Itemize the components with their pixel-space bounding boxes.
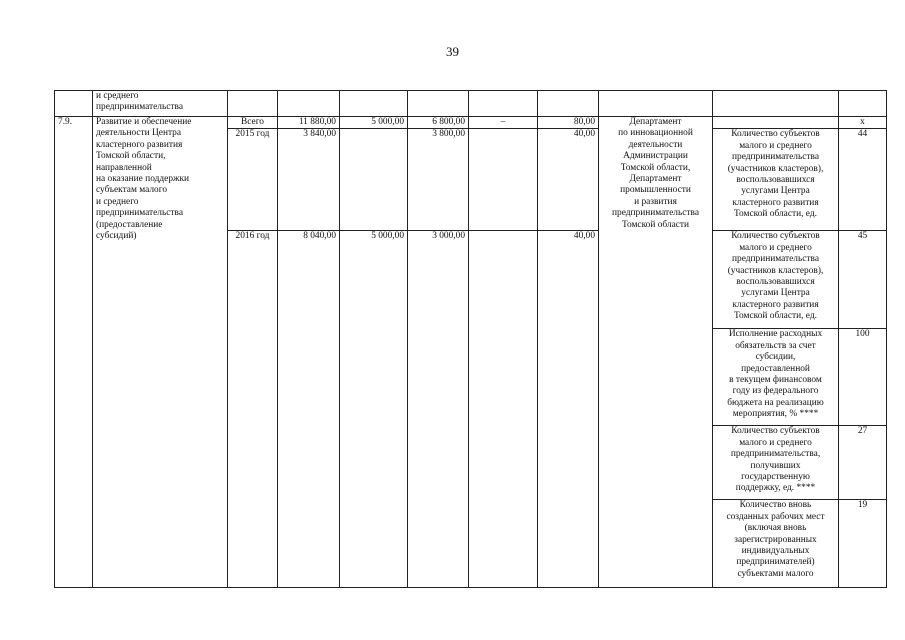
indicator-name: Исполнение расходных обязательств за счет субсидии, предоставленной в текущем финансовом году из федерального бюджета на реализацию мероприятия, % **** bbox=[713, 329, 839, 426]
local-amount: – bbox=[469, 117, 538, 129]
responsible-executors: Департамент по инновационной деятельности Администрации Томской области, Департамент промышленности и развития предпринимательства Томской области bbox=[599, 117, 713, 588]
indicator-value: 100 bbox=[839, 329, 887, 426]
period-label: Всего bbox=[228, 117, 278, 129]
program-table bbox=[54, 90, 887, 588]
indicator-value: 44 bbox=[839, 129, 887, 231]
federal-amount: 5 000,00 bbox=[340, 117, 408, 129]
regional-amount: 6 800,00 bbox=[408, 117, 469, 129]
indicator-value-total: x bbox=[839, 117, 887, 129]
regional-amount: 3 000,00 bbox=[408, 231, 469, 588]
local-amount bbox=[469, 129, 538, 231]
indicator-name: Количество субъектов малого и среднего предпринимательства (участников кластеров), воспользовавшихся услугами Центра кластерного развития Томской области, ед. bbox=[713, 129, 839, 231]
local-amount bbox=[469, 231, 538, 588]
period-label: 2015 год bbox=[228, 129, 278, 231]
total-amount: 8 040,00 bbox=[278, 231, 340, 588]
other-amount: 80,00 bbox=[538, 117, 599, 129]
indicator-value: 45 bbox=[839, 231, 887, 329]
period-label: 2016 год bbox=[228, 231, 278, 588]
total-amount: 3 840,00 bbox=[278, 129, 340, 231]
total-amount: 11 880,00 bbox=[278, 117, 340, 129]
indicator-name: Количество субъектов малого и среднего предпринимательства (участников кластеров), воспользовавшихся услугами Центра кластерного развития Томской области, ед. bbox=[713, 231, 839, 329]
regional-amount: 3 800,00 bbox=[408, 129, 469, 231]
other-amount: 40,00 bbox=[538, 129, 599, 231]
page-number: 39 bbox=[446, 44, 459, 59]
row-number: 7.9. bbox=[55, 117, 93, 588]
indicator-name: Количество субъектов малого и среднего предпринимательства, получивших государственную поддержку, ед. **** bbox=[713, 426, 839, 500]
measure-description: Развитие и обеспечение деятельности Центра кластерного развития Томской области, направленной на оказание поддержки субъектам малого и среднего предпринимательства (предоставление субсидий) bbox=[93, 117, 228, 588]
federal-amount: 5 000,00 bbox=[340, 231, 408, 588]
continuation-row bbox=[55, 91, 887, 117]
period-row-total bbox=[55, 117, 887, 129]
federal-amount bbox=[340, 129, 408, 231]
indicator-value: 27 bbox=[839, 426, 887, 500]
other-amount: 40,00 bbox=[538, 231, 599, 588]
continuation-text: и среднего предпринимательства bbox=[93, 91, 228, 117]
indicator-name: Количество вновь созданных рабочих мест (включая вновь зарегистрированных индивидуальных предпринимателей) субъектами малого bbox=[713, 500, 839, 588]
indicator-value: 19 bbox=[839, 500, 887, 588]
